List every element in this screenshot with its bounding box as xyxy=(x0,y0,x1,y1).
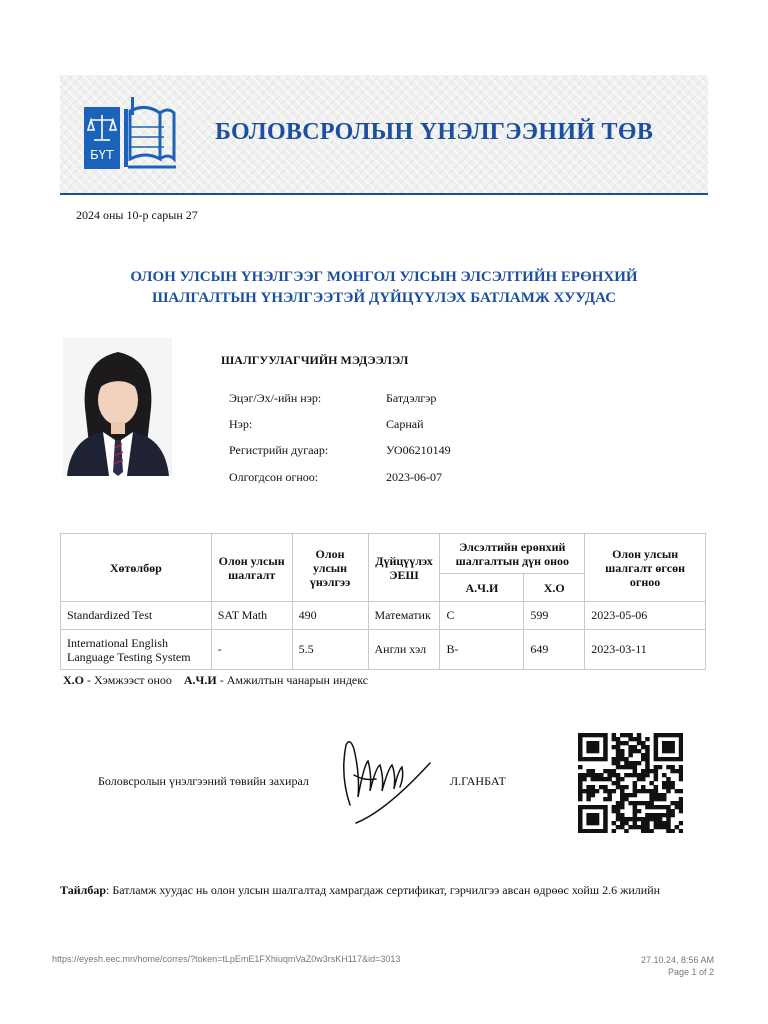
footer-timestamp: 27.10.24, 8:56 AM xyxy=(640,955,714,965)
footer-url: https://eyesh.eec.mn/home/corres/?token=tLpEmE1FXhiuqmVaZ0w3rsKH117&id=3013 xyxy=(52,954,401,964)
first-name-label: Нэр: xyxy=(229,417,253,431)
header-xo: Х.О xyxy=(524,574,585,602)
cell-score: 490 xyxy=(292,602,368,630)
candidate-photo xyxy=(63,338,172,476)
parent-name-label: Эцэг/Эх/-ийн нэр: xyxy=(229,391,322,405)
legend-achi-abbr: А.Ч.И xyxy=(183,673,217,687)
header-general-exam-score: Элсэлтийн ерөнхий шалгалтын дүн оноо xyxy=(440,534,585,574)
cell-exam: - xyxy=(211,630,292,670)
cell-program: Standardized Test xyxy=(61,602,212,630)
director-title: Боловсролын үнэлгээний төвийн захирал xyxy=(98,774,309,788)
logo-icon xyxy=(84,97,176,173)
table-row xyxy=(61,630,706,670)
footer-page-number: Page 1 of 2 xyxy=(667,967,714,977)
cell-date: 2023-05-06 xyxy=(585,602,706,630)
legend-achi-text: - Амжилтын чанарын индекс xyxy=(219,673,369,687)
scores-table xyxy=(60,533,706,670)
cell-xo: 649 xyxy=(524,630,585,670)
cell-program: International English Language Testing System xyxy=(61,630,212,670)
header-intl-score: Олон улсын үнэлгээ xyxy=(292,534,368,602)
document-title-line-2: ШАЛГАЛТЫН ҮНЭЛГЭЭТЭЙ ДҮЙЦҮҮЛЭХ БАТЛАМЖ ХУУДАС xyxy=(151,290,617,306)
cell-subject: Математик xyxy=(368,602,440,630)
first-name-value: Сарнай xyxy=(386,417,424,431)
register-number-label: Регистрийн дугаар: xyxy=(229,443,329,457)
director-name: Л.ГАНБАТ xyxy=(450,774,506,788)
logo-text: БҮТ xyxy=(90,147,114,162)
register-number-value: УО06210149 xyxy=(386,443,451,457)
issued-date-label: Олгогдсон огноо: xyxy=(229,470,319,484)
cell-xo: 599 xyxy=(524,602,585,630)
header-equiv-esh: Дүйцүүлэх ЭЕШ xyxy=(368,534,440,602)
cell-date: 2023-03-11 xyxy=(585,630,706,670)
org-name: БОЛОВСРОЛЫН ҮНЭЛГЭЭНИЙ ТӨВ xyxy=(215,119,654,145)
table-row xyxy=(61,602,706,630)
legend-xo-text: - Хэмжээст оноо xyxy=(87,673,172,687)
note-label: Тайлбар xyxy=(60,883,107,897)
legend-xo-abbr: Х.О xyxy=(63,673,84,687)
document-title xyxy=(60,267,708,309)
cell-achi: B- xyxy=(440,630,524,670)
issued-date-value: 2023-06-07 xyxy=(386,470,442,484)
header-program: Хөтөлбөр xyxy=(61,534,212,602)
portrait-image xyxy=(63,338,172,476)
cell-score: 5.5 xyxy=(292,630,368,670)
qr-code-image xyxy=(578,733,683,833)
cell-subject: Англи хэл xyxy=(368,630,440,670)
parent-name-value: Батдэлгэр xyxy=(386,391,437,405)
table-legend xyxy=(63,673,368,688)
note-text: : Батламж хуудас нь олон улсын шалгалтад хамрагдаж сертификат, гэрчилгээ авсан өдрөөс хойш 2.6 жилийн xyxy=(106,883,661,897)
candidate-info-heading: ШАЛГУУЛАГЧИЙН МЭДЭЭЛЭЛ xyxy=(221,353,409,367)
note xyxy=(60,883,660,898)
document-title-line-1: ОЛОН УЛСЫН ҮНЭЛГЭЭГ МОНГОЛ УЛСЫН ЭЛСЭЛТИЙН ЕРӨНХИЙ xyxy=(130,269,638,285)
cell-exam: SAT Math xyxy=(211,602,292,630)
header-banner xyxy=(60,75,708,195)
table-header-row xyxy=(61,534,706,574)
issue-date: 2024 оны 10-р сарын 27 xyxy=(76,208,198,222)
header-intl-exam: Олон улсын шалгалт xyxy=(211,534,292,602)
cell-achi: C xyxy=(440,602,524,630)
signature-image xyxy=(336,735,436,830)
header-exam-date: Олон улсын шалгалт өгсөн огноо xyxy=(585,534,706,602)
header-achi: А.Ч.И xyxy=(440,574,524,602)
footer-meta xyxy=(641,954,714,978)
